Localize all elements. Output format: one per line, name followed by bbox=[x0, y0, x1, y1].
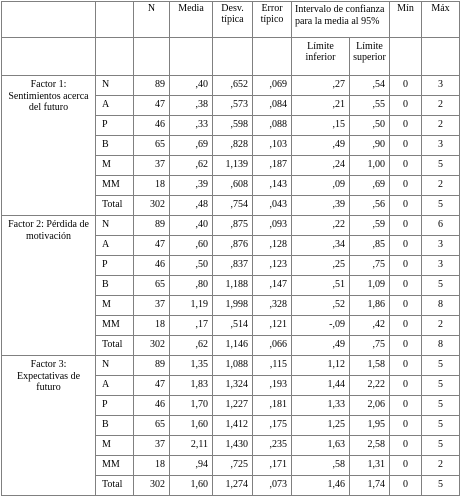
media-cell: ,40 bbox=[170, 76, 213, 96]
group-cell: Total bbox=[96, 196, 134, 216]
media-cell: ,94 bbox=[170, 456, 213, 476]
media-cell: ,60 bbox=[170, 236, 213, 256]
ci-lower-cell: ,52 bbox=[292, 296, 350, 316]
desv-cell: 1,430 bbox=[213, 436, 253, 456]
min-cell: 0 bbox=[390, 76, 422, 96]
ci-upper-cell: ,56 bbox=[350, 196, 390, 216]
group-cell: A bbox=[96, 96, 134, 116]
n-cell: 37 bbox=[134, 156, 170, 176]
error-cell: ,066 bbox=[253, 336, 292, 356]
error-cell: ,103 bbox=[253, 136, 292, 156]
ci-upper-cell: 1,95 bbox=[350, 416, 390, 436]
desv-cell: ,828 bbox=[213, 136, 253, 156]
desv-cell: 1,274 bbox=[213, 476, 253, 496]
ci-lower-cell: 1,46 bbox=[292, 476, 350, 496]
media-cell: ,48 bbox=[170, 196, 213, 216]
table-body bbox=[2, 76, 460, 496]
media-cell: 2,11 bbox=[170, 436, 213, 456]
ci-upper-cell: ,50 bbox=[350, 116, 390, 136]
n-cell: 47 bbox=[134, 376, 170, 396]
media-cell: ,39 bbox=[170, 176, 213, 196]
max-cell: 5 bbox=[422, 476, 460, 496]
error-cell: ,181 bbox=[253, 396, 292, 416]
min-cell: 0 bbox=[390, 336, 422, 356]
max-cell: 3 bbox=[422, 236, 460, 256]
max-cell: 5 bbox=[422, 436, 460, 456]
header-row bbox=[2, 2, 460, 38]
n-header: N bbox=[134, 2, 170, 38]
max-cell: 5 bbox=[422, 416, 460, 436]
ci-lower-cell: ,21 bbox=[292, 96, 350, 116]
min-cell: 0 bbox=[390, 476, 422, 496]
media-cell: ,62 bbox=[170, 336, 213, 356]
factor-label: Factor 2: Pérdida de motivación bbox=[2, 216, 96, 356]
min-cell: 0 bbox=[390, 456, 422, 476]
media-cell: 1,70 bbox=[170, 396, 213, 416]
group-cell: B bbox=[96, 136, 134, 156]
min-cell: 0 bbox=[390, 296, 422, 316]
group-cell: M bbox=[96, 156, 134, 176]
ci-upper-cell: 1,58 bbox=[350, 356, 390, 376]
min-cell: 0 bbox=[390, 136, 422, 156]
max-cell: 3 bbox=[422, 76, 460, 96]
media-cell: 1,60 bbox=[170, 416, 213, 436]
min-cell: 0 bbox=[390, 116, 422, 136]
error-cell: ,235 bbox=[253, 436, 292, 456]
ci-upper-cell: 1,86 bbox=[350, 296, 390, 316]
n-cell: 302 bbox=[134, 196, 170, 216]
ci-upper-cell: ,75 bbox=[350, 336, 390, 356]
max-cell: 5 bbox=[422, 396, 460, 416]
table-row bbox=[2, 76, 460, 96]
ci-upper-cell: ,59 bbox=[350, 216, 390, 236]
desv-cell: 1,324 bbox=[213, 376, 253, 396]
ci-lower-cell: 1,33 bbox=[292, 396, 350, 416]
error-cell: ,093 bbox=[253, 216, 292, 236]
n-cell: 37 bbox=[134, 296, 170, 316]
media-cell: ,33 bbox=[170, 116, 213, 136]
desv-header: Desv. típica bbox=[213, 2, 253, 38]
max-cell: 6 bbox=[422, 216, 460, 236]
ci-upper-header: Límite superior bbox=[350, 38, 390, 76]
group-cell: Total bbox=[96, 336, 134, 356]
media-cell: ,50 bbox=[170, 256, 213, 276]
max-cell: 5 bbox=[422, 356, 460, 376]
desv-cell: 1,188 bbox=[213, 276, 253, 296]
error-cell: ,187 bbox=[253, 156, 292, 176]
subheader-row bbox=[2, 38, 460, 76]
ci-lower-cell: ,27 bbox=[292, 76, 350, 96]
desv-cell: ,608 bbox=[213, 176, 253, 196]
min-cell: 0 bbox=[390, 436, 422, 456]
error-cell: ,193 bbox=[253, 376, 292, 396]
desv-cell: 1,227 bbox=[213, 396, 253, 416]
desv-cell: 1,088 bbox=[213, 356, 253, 376]
n-cell: 46 bbox=[134, 396, 170, 416]
error-cell: ,123 bbox=[253, 256, 292, 276]
ci-upper-cell: 2,58 bbox=[350, 436, 390, 456]
factor-label: Factor 1: Sentimientos acerca del futuro bbox=[2, 76, 96, 216]
min-cell: 0 bbox=[390, 176, 422, 196]
ci-lower-cell: ,15 bbox=[292, 116, 350, 136]
ci-lower-cell: 1,63 bbox=[292, 436, 350, 456]
max-header: Máx bbox=[422, 2, 460, 38]
n-cell: 89 bbox=[134, 76, 170, 96]
n-cell: 47 bbox=[134, 96, 170, 116]
n-cell: 65 bbox=[134, 136, 170, 156]
group-cell: Total bbox=[96, 476, 134, 496]
media-cell: ,40 bbox=[170, 216, 213, 236]
n-cell: 18 bbox=[134, 456, 170, 476]
ci-upper-cell: ,54 bbox=[350, 76, 390, 96]
ci-upper-cell: 2,22 bbox=[350, 376, 390, 396]
max-cell: 2 bbox=[422, 316, 460, 336]
desv-cell: ,875 bbox=[213, 216, 253, 236]
factor-label: Factor 3: Expectativas de futuro bbox=[2, 356, 96, 496]
ci-lower-cell: 1,12 bbox=[292, 356, 350, 376]
n-cell: 89 bbox=[134, 216, 170, 236]
min-cell: 0 bbox=[390, 156, 422, 176]
group-cell: P bbox=[96, 396, 134, 416]
media-cell: ,69 bbox=[170, 136, 213, 156]
n-cell: 65 bbox=[134, 416, 170, 436]
error-cell: ,121 bbox=[253, 316, 292, 336]
group-cell: MM bbox=[96, 316, 134, 336]
error-cell: ,171 bbox=[253, 456, 292, 476]
min-cell: 0 bbox=[390, 256, 422, 276]
desv-cell: ,876 bbox=[213, 236, 253, 256]
max-cell: 2 bbox=[422, 456, 460, 476]
max-cell: 2 bbox=[422, 116, 460, 136]
ci-lower-cell: ,58 bbox=[292, 456, 350, 476]
min-cell: 0 bbox=[390, 416, 422, 436]
error-cell: ,328 bbox=[253, 296, 292, 316]
desv-cell: ,598 bbox=[213, 116, 253, 136]
error-cell: ,084 bbox=[253, 96, 292, 116]
ci-upper-cell: ,42 bbox=[350, 316, 390, 336]
n-cell: 65 bbox=[134, 276, 170, 296]
n-cell: 302 bbox=[134, 336, 170, 356]
ci-lower-cell: ,09 bbox=[292, 176, 350, 196]
min-cell: 0 bbox=[390, 96, 422, 116]
ci-lower-cell: ,49 bbox=[292, 136, 350, 156]
media-cell: ,62 bbox=[170, 156, 213, 176]
min-cell: 0 bbox=[390, 376, 422, 396]
media-cell: 1,83 bbox=[170, 376, 213, 396]
error-cell: ,143 bbox=[253, 176, 292, 196]
ci-lower-cell: -,09 bbox=[292, 316, 350, 336]
ci-upper-cell: ,55 bbox=[350, 96, 390, 116]
group-cell: MM bbox=[96, 176, 134, 196]
n-cell: 18 bbox=[134, 176, 170, 196]
group-cell: B bbox=[96, 416, 134, 436]
ci-upper-cell: ,90 bbox=[350, 136, 390, 156]
table-row bbox=[2, 216, 460, 236]
ci-upper-cell: ,75 bbox=[350, 256, 390, 276]
max-cell: 2 bbox=[422, 96, 460, 116]
group-cell: A bbox=[96, 236, 134, 256]
media-cell: ,38 bbox=[170, 96, 213, 116]
ci-upper-cell: 1,09 bbox=[350, 276, 390, 296]
max-cell: 5 bbox=[422, 276, 460, 296]
group-cell: N bbox=[96, 356, 134, 376]
error-cell: ,115 bbox=[253, 356, 292, 376]
min-cell: 0 bbox=[390, 396, 422, 416]
media-cell: 1,35 bbox=[170, 356, 213, 376]
ci-lower-cell: 1,44 bbox=[292, 376, 350, 396]
max-cell: 5 bbox=[422, 156, 460, 176]
descriptives-table bbox=[1, 1, 460, 496]
group-cell: B bbox=[96, 276, 134, 296]
group-cell: P bbox=[96, 256, 134, 276]
table-row bbox=[2, 356, 460, 376]
max-cell: 2 bbox=[422, 176, 460, 196]
group-cell: MM bbox=[96, 456, 134, 476]
desv-cell: ,725 bbox=[213, 456, 253, 476]
error-header: Error típico bbox=[253, 2, 292, 38]
ci-upper-cell: ,85 bbox=[350, 236, 390, 256]
ci-lower-header: Límite inferior bbox=[292, 38, 350, 76]
ci-lower-cell: 1,25 bbox=[292, 416, 350, 436]
media-cell: 1,60 bbox=[170, 476, 213, 496]
n-cell: 46 bbox=[134, 116, 170, 136]
ci-lower-cell: ,24 bbox=[292, 156, 350, 176]
error-cell: ,069 bbox=[253, 76, 292, 96]
group-cell: N bbox=[96, 216, 134, 236]
ci-upper-cell: 2,06 bbox=[350, 396, 390, 416]
group-cell: M bbox=[96, 296, 134, 316]
group-cell: N bbox=[96, 76, 134, 96]
max-cell: 3 bbox=[422, 256, 460, 276]
group-col-header bbox=[96, 2, 134, 38]
max-cell: 8 bbox=[422, 336, 460, 356]
ci-lower-cell: ,39 bbox=[292, 196, 350, 216]
desv-cell: 1,139 bbox=[213, 156, 253, 176]
ci-lower-cell: ,34 bbox=[292, 236, 350, 256]
ci-lower-cell: ,51 bbox=[292, 276, 350, 296]
media-cell: ,80 bbox=[170, 276, 213, 296]
error-cell: ,147 bbox=[253, 276, 292, 296]
ci-lower-cell: ,22 bbox=[292, 216, 350, 236]
min-cell: 0 bbox=[390, 356, 422, 376]
error-cell: ,043 bbox=[253, 196, 292, 216]
desv-cell: 1,146 bbox=[213, 336, 253, 356]
media-cell: ,17 bbox=[170, 316, 213, 336]
min-cell: 0 bbox=[390, 236, 422, 256]
min-cell: 0 bbox=[390, 196, 422, 216]
min-cell: 0 bbox=[390, 276, 422, 296]
n-cell: 47 bbox=[134, 236, 170, 256]
min-header: Mín bbox=[390, 2, 422, 38]
error-cell: ,088 bbox=[253, 116, 292, 136]
ci-header: Intervalo de confianza para la media al 95% bbox=[292, 2, 390, 38]
desv-cell: 1,412 bbox=[213, 416, 253, 436]
desv-cell: ,573 bbox=[213, 96, 253, 116]
error-cell: ,073 bbox=[253, 476, 292, 496]
n-cell: 18 bbox=[134, 316, 170, 336]
desv-cell: ,514 bbox=[213, 316, 253, 336]
ci-upper-cell: 1,31 bbox=[350, 456, 390, 476]
max-cell: 3 bbox=[422, 136, 460, 156]
ci-upper-cell: 1,00 bbox=[350, 156, 390, 176]
n-cell: 302 bbox=[134, 476, 170, 496]
group-cell: P bbox=[96, 116, 134, 136]
n-cell: 37 bbox=[134, 436, 170, 456]
group-cell: A bbox=[96, 376, 134, 396]
ci-upper-cell: ,69 bbox=[350, 176, 390, 196]
min-cell: 0 bbox=[390, 316, 422, 336]
max-cell: 5 bbox=[422, 196, 460, 216]
corner-cell bbox=[2, 2, 96, 38]
n-cell: 46 bbox=[134, 256, 170, 276]
min-cell: 0 bbox=[390, 216, 422, 236]
media-header: Media bbox=[170, 2, 213, 38]
desv-cell: 1,998 bbox=[213, 296, 253, 316]
ci-lower-cell: ,25 bbox=[292, 256, 350, 276]
n-cell: 89 bbox=[134, 356, 170, 376]
group-cell: M bbox=[96, 436, 134, 456]
desv-cell: ,652 bbox=[213, 76, 253, 96]
media-cell: 1,19 bbox=[170, 296, 213, 316]
ci-lower-cell: ,49 bbox=[292, 336, 350, 356]
desv-cell: ,837 bbox=[213, 256, 253, 276]
error-cell: ,128 bbox=[253, 236, 292, 256]
max-cell: 8 bbox=[422, 296, 460, 316]
max-cell: 5 bbox=[422, 376, 460, 396]
desv-cell: ,754 bbox=[213, 196, 253, 216]
ci-upper-cell: 1,74 bbox=[350, 476, 390, 496]
error-cell: ,175 bbox=[253, 416, 292, 436]
